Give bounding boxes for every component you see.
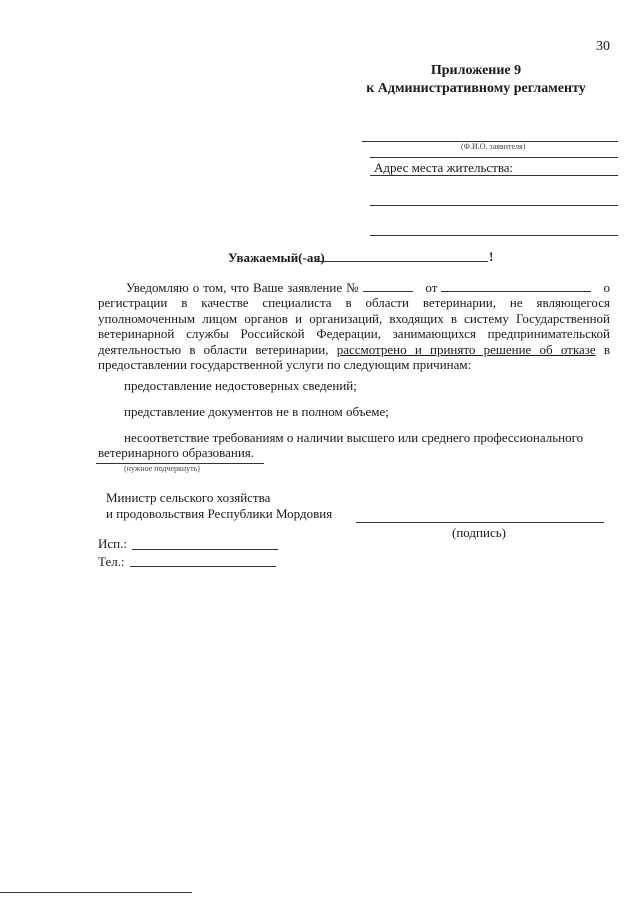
signature-label: (подпись) [452,525,506,540]
address-line-3 [370,235,618,236]
applicant-fio-line-2 [370,157,618,158]
minister-title-line2: и продовольствия Республики Мордовия [106,505,333,521]
executor-label: Исп.: [98,536,127,551]
reasons-caption: (нужное подчеркнуть) [124,464,200,473]
minister-title [106,490,332,521]
signature-line [356,522,604,523]
notice-text-end: в предоставлении государственной услуги по следующим причинам: [98,341,611,373]
notice-paragraph [98,280,610,372]
contacts [98,535,127,571]
reason-item: предоставление недостоверных сведений; [124,378,357,393]
minister-title-line1: Министр сельского хозяйства [106,490,271,505]
executor-line [132,549,278,550]
reason-item: представление документов не в полном объеме; [124,404,389,419]
appendix-title-line2: к Административному регламенту [366,81,586,96]
phone-line [130,566,276,567]
applicant-fio-caption: (Ф.И.О. заявителя) [461,142,526,151]
salutation-punct: ! [489,249,494,264]
application-number-line [363,281,413,292]
notice-text-start: Уведомляю о том, что Ваше заявление № [126,280,360,295]
notice-text-o: о [603,280,611,295]
salutation: Уважаемый(-ая) [228,250,325,265]
appendix-title-line1: Приложение 9 [430,63,522,78]
address-line-2 [370,205,618,206]
footnote-rule [0,892,192,893]
reason-item: несоответствие требованиям о наличии высшего или среднего профессионального ветеринарного образования. [98,430,584,461]
appendix-title [360,62,592,98]
notice-text-body: регистрации в качестве специалиста в области ветеринарии, не являющегося уполномоченным лицом органов и организаций, входящих в систему Государственной ветеринарной службы Российской Федерации, занимающихся предпринимательской деятельностью в области ветеринарии, [98,295,610,357]
page-number: 30 [596,39,610,54]
notice-text-ot: от [425,280,438,295]
decision-phrase: рассмотрено и принято решение об отказе [336,341,596,357]
salutation-name-line [316,261,488,262]
address-label: Адрес места жительства: [374,160,514,175]
phone-label: Тел.: [98,554,125,569]
application-date-line [441,281,591,292]
address-line-1 [370,175,618,176]
